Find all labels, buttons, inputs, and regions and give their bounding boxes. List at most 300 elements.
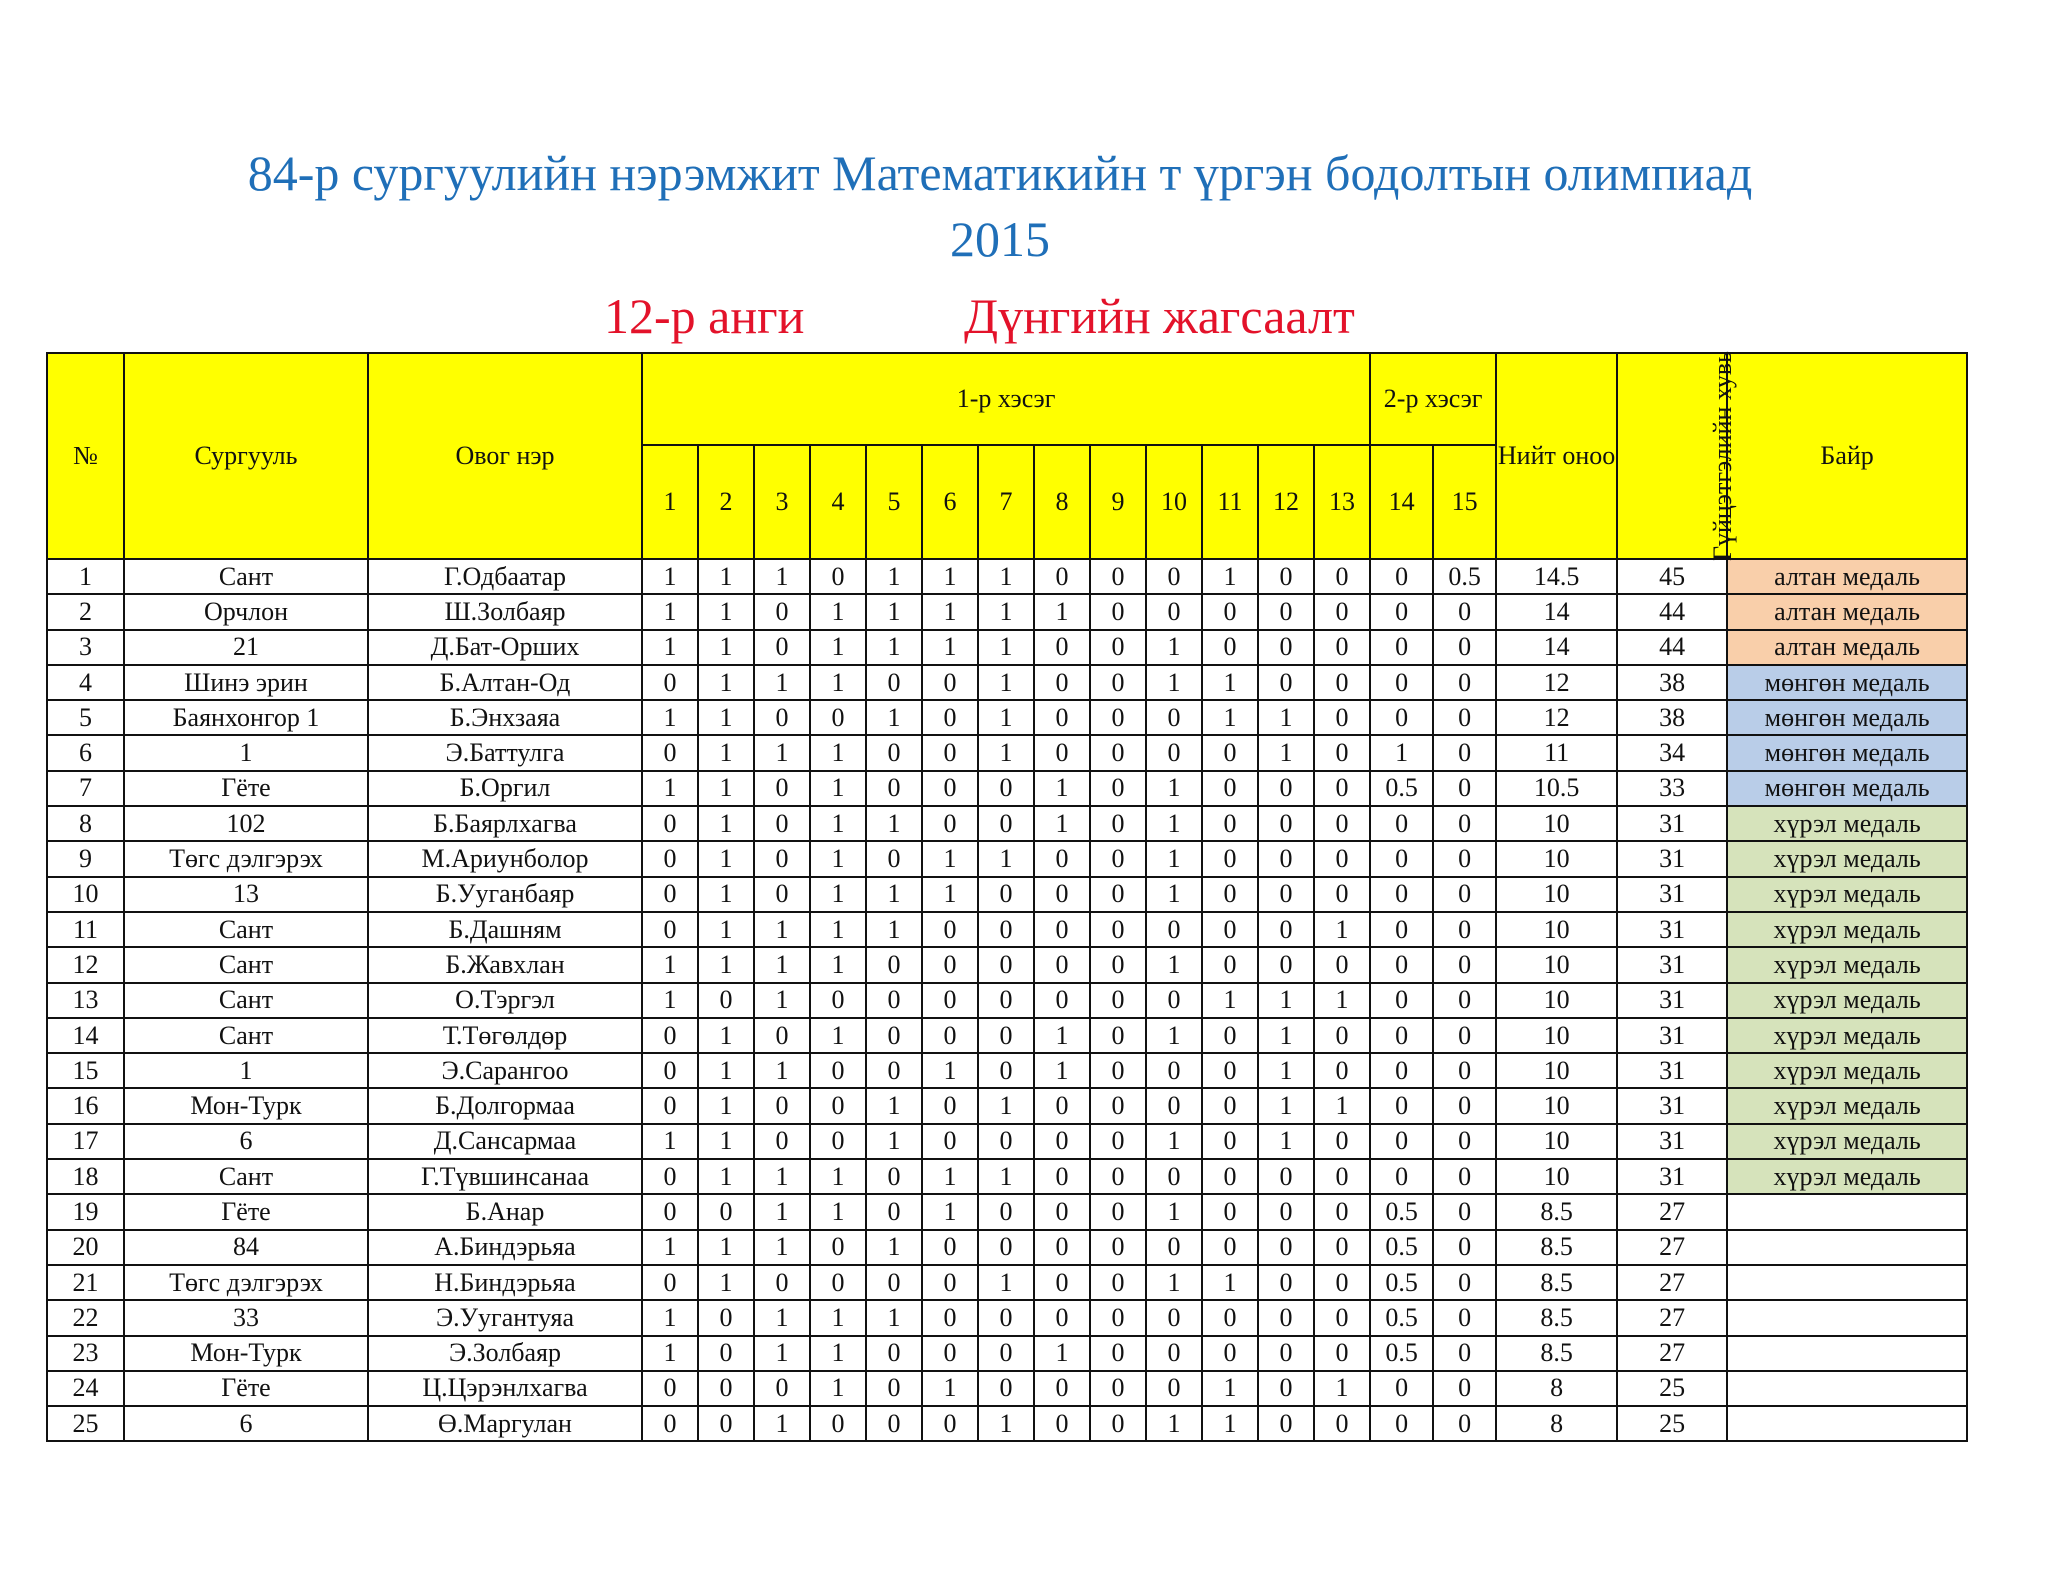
score-cell-problem-3: 0: [754, 630, 810, 665]
student-name-cell: Б.Долгормаа: [368, 1088, 642, 1123]
score-cell-problem-12: 0: [1258, 559, 1314, 594]
student-name-cell: Н.Биндэрьяа: [368, 1265, 642, 1300]
score-cell-problem-10: 1: [1146, 1265, 1202, 1300]
place-cell: хүрэл медаль: [1727, 1159, 1967, 1194]
score-cell-problem-5: 1: [866, 1088, 922, 1123]
score-cell-problem-12: 0: [1258, 947, 1314, 982]
score-cell-problem-12: 1: [1258, 983, 1314, 1018]
score-cell-problem-2: 1: [698, 1018, 754, 1053]
score-cell-problem-6: 0: [922, 735, 978, 770]
percent-cell: 25: [1617, 1371, 1727, 1406]
table-header: [47, 350, 1967, 562]
score-cell-problem-12: 0: [1258, 594, 1314, 629]
score-cell-problem-14: 0.5: [1370, 1336, 1433, 1371]
percent-cell: 27: [1617, 1300, 1727, 1335]
score-cell-problem-1: 0: [642, 912, 698, 947]
student-name-cell: Г.Түвшинсанаа: [368, 1159, 642, 1194]
score-cell-problem-4: 1: [810, 771, 866, 806]
score-cell-problem-15: 0: [1433, 1018, 1496, 1053]
place-cell: хүрэл медаль: [1727, 1018, 1967, 1053]
score-cell-problem-2: 1: [698, 1265, 754, 1300]
page-title-year: 2015: [950, 211, 1050, 267]
score-cell-problem-9: 0: [1090, 1018, 1146, 1053]
score-cell-problem-2: 1: [698, 630, 754, 665]
score-cell-problem-5: 0: [866, 1053, 922, 1088]
score-cell-problem-5: 1: [866, 1124, 922, 1159]
header-problem-12: 12: [1258, 445, 1314, 559]
score-cell-problem-9: 0: [1090, 1053, 1146, 1088]
total-score-cell: 8.5: [1496, 1265, 1617, 1300]
score-cell-problem-7: 1: [978, 630, 1034, 665]
score-cell-problem-11: 0: [1202, 630, 1258, 665]
score-cell-problem-13: 0: [1314, 1159, 1370, 1194]
score-cell-problem-7: 0: [978, 912, 1034, 947]
score-cell-problem-1: 1: [642, 630, 698, 665]
student-name-cell: А.Биндэрьяа: [368, 1230, 642, 1265]
score-cell-problem-2: 1: [698, 1230, 754, 1265]
score-cell-problem-3: 0: [754, 1088, 810, 1123]
score-cell-problem-9: 0: [1090, 947, 1146, 982]
score-cell-problem-4: 0: [810, 1124, 866, 1159]
score-cell-problem-15: 0: [1433, 1124, 1496, 1159]
score-cell-problem-9: 0: [1090, 771, 1146, 806]
score-cell-problem-8: 0: [1034, 912, 1090, 947]
table-row: [47, 1018, 1967, 1053]
score-cell-problem-13: 0: [1314, 1053, 1370, 1088]
row-number: 18: [47, 1159, 124, 1194]
score-cell-problem-15: 0: [1433, 912, 1496, 947]
school-cell: Мон-Турк: [124, 1088, 368, 1123]
place-cell: хүрэл медаль: [1727, 841, 1967, 876]
score-cell-problem-3: 1: [754, 983, 810, 1018]
score-cell-problem-7: 1: [978, 1159, 1034, 1194]
score-cell-problem-7: 1: [978, 559, 1034, 594]
place-cell: мөнгөн медаль: [1727, 700, 1967, 735]
score-cell-problem-6: 1: [922, 594, 978, 629]
table-row: [47, 1230, 1967, 1265]
percent-cell: 38: [1617, 665, 1727, 700]
student-name-cell: Д.Бат-Орших: [368, 630, 642, 665]
school-cell: Баянхонгор 1: [124, 700, 368, 735]
score-cell-problem-9: 0: [1090, 1336, 1146, 1371]
score-cell-problem-12: 0: [1258, 912, 1314, 947]
row-number: 1: [47, 559, 124, 594]
score-cell-problem-2: 1: [698, 1053, 754, 1088]
score-cell-problem-10: 0: [1146, 1053, 1202, 1088]
score-cell-problem-2: 1: [698, 947, 754, 982]
score-cell-problem-9: 0: [1090, 877, 1146, 912]
header-part2: 2-р хэсэг: [1370, 353, 1496, 445]
score-cell-problem-6: 0: [922, 665, 978, 700]
table-row: [47, 983, 1967, 1018]
score-cell-problem-3: 1: [754, 559, 810, 594]
score-cell-problem-5: 0: [866, 771, 922, 806]
header-problem-10: 10: [1146, 445, 1202, 559]
score-cell-problem-10: 0: [1146, 983, 1202, 1018]
score-cell-problem-8: 0: [1034, 983, 1090, 1018]
score-cell-problem-4: 0: [810, 1406, 866, 1441]
score-cell-problem-8: 1: [1034, 1018, 1090, 1053]
header-problem-7: 7: [978, 445, 1034, 559]
score-cell-problem-14: 0.5: [1370, 1230, 1433, 1265]
total-score-cell: 8.5: [1496, 1230, 1617, 1265]
score-cell-problem-1: 1: [642, 700, 698, 735]
header-problem-1: 1: [642, 445, 698, 559]
score-cell-problem-5: 1: [866, 630, 922, 665]
score-cell-problem-10: 0: [1146, 594, 1202, 629]
score-cell-problem-4: 1: [810, 841, 866, 876]
score-cell-problem-8: 0: [1034, 630, 1090, 665]
score-cell-problem-11: 0: [1202, 735, 1258, 770]
score-cell-problem-4: 1: [810, 665, 866, 700]
place-cell: хүрэл медаль: [1727, 877, 1967, 912]
score-cell-problem-1: 0: [642, 841, 698, 876]
score-cell-problem-14: 0: [1370, 1406, 1433, 1441]
score-cell-problem-1: 1: [642, 983, 698, 1018]
place-cell: [1727, 1371, 1967, 1406]
place-cell: [1727, 1230, 1967, 1265]
row-number: 8: [47, 806, 124, 841]
place-cell: мөнгөн медаль: [1727, 735, 1967, 770]
score-cell-problem-1: 0: [642, 806, 698, 841]
score-cell-problem-15: 0.5: [1433, 559, 1496, 594]
score-cell-problem-10: 1: [1146, 877, 1202, 912]
score-cell-problem-11: 1: [1202, 665, 1258, 700]
score-cell-problem-9: 0: [1090, 912, 1146, 947]
school-cell: 102: [124, 806, 368, 841]
total-score-cell: 10: [1496, 1018, 1617, 1053]
score-cell-problem-13: 0: [1314, 841, 1370, 876]
score-cell-problem-14: 0.5: [1370, 771, 1433, 806]
score-cell-problem-5: 0: [866, 947, 922, 982]
table-row: [47, 1300, 1967, 1335]
grade-label: 12-р анги: [604, 288, 805, 344]
score-cell-problem-5: 1: [866, 806, 922, 841]
score-cell-problem-12: 0: [1258, 1300, 1314, 1335]
score-cell-problem-1: 0: [642, 877, 698, 912]
header-problem-15: 15: [1433, 445, 1496, 559]
place-cell: хүрэл медаль: [1727, 947, 1967, 982]
score-cell-problem-9: 0: [1090, 1159, 1146, 1194]
percent-cell: 27: [1617, 1265, 1727, 1300]
place-cell: мөнгөн медаль: [1727, 665, 1967, 700]
score-cell-problem-7: 0: [978, 1018, 1034, 1053]
row-number: 17: [47, 1124, 124, 1159]
score-cell-problem-3: 1: [754, 1230, 810, 1265]
score-cell-problem-7: 1: [978, 735, 1034, 770]
score-cell-problem-1: 1: [642, 1336, 698, 1371]
score-cell-problem-14: 0: [1370, 1018, 1433, 1053]
score-cell-problem-5: 1: [866, 594, 922, 629]
score-cell-problem-8: 1: [1034, 1336, 1090, 1371]
score-cell-problem-11: 0: [1202, 1300, 1258, 1335]
school-cell: Орчлон: [124, 594, 368, 629]
score-cell-problem-14: 0: [1370, 665, 1433, 700]
score-cell-problem-10: 0: [1146, 1159, 1202, 1194]
score-cell-problem-7: 0: [978, 1371, 1034, 1406]
header-problem-6: 6: [922, 445, 978, 559]
score-cell-problem-8: 0: [1034, 1406, 1090, 1441]
score-cell-problem-10: 0: [1146, 559, 1202, 594]
score-cell-problem-6: 1: [922, 1194, 978, 1229]
score-cell-problem-2: 1: [698, 841, 754, 876]
score-cell-problem-13: 0: [1314, 877, 1370, 912]
score-cell-problem-5: 1: [866, 1230, 922, 1265]
score-cell-problem-8: 0: [1034, 665, 1090, 700]
score-cell-problem-2: 1: [698, 594, 754, 629]
score-cell-problem-10: 1: [1146, 1124, 1202, 1159]
place-cell: [1727, 1300, 1967, 1335]
score-cell-problem-11: 0: [1202, 1194, 1258, 1229]
score-cell-problem-11: 0: [1202, 841, 1258, 876]
score-cell-problem-3: 1: [754, 1336, 810, 1371]
percent-cell: 31: [1617, 806, 1727, 841]
score-cell-problem-11: 0: [1202, 1124, 1258, 1159]
score-cell-problem-13: 0: [1314, 700, 1370, 735]
percent-cell: 31: [1617, 947, 1727, 982]
place-cell: алтан медаль: [1727, 594, 1967, 629]
score-cell-problem-5: 0: [866, 841, 922, 876]
score-cell-problem-1: 0: [642, 1371, 698, 1406]
score-cell-problem-4: 1: [810, 912, 866, 947]
score-cell-problem-15: 0: [1433, 877, 1496, 912]
school-cell: 33: [124, 1300, 368, 1335]
score-cell-problem-10: 1: [1146, 947, 1202, 982]
school-cell: Гёте: [124, 1194, 368, 1229]
header-problem-9: 9: [1090, 445, 1146, 559]
score-cell-problem-2: 0: [698, 1406, 754, 1441]
school-cell: 6: [124, 1406, 368, 1441]
score-cell-problem-6: 0: [922, 912, 978, 947]
score-cell-problem-15: 0: [1433, 983, 1496, 1018]
score-cell-problem-5: 0: [866, 735, 922, 770]
table-row: [47, 1124, 1967, 1159]
score-cell-problem-11: 0: [1202, 594, 1258, 629]
student-name-cell: М.Ариунболор: [368, 841, 642, 876]
score-cell-problem-3: 0: [754, 594, 810, 629]
header-school: Сургууль: [124, 353, 368, 559]
row-number: 21: [47, 1265, 124, 1300]
score-cell-problem-13: 0: [1314, 1124, 1370, 1159]
score-cell-problem-10: 1: [1146, 1406, 1202, 1441]
score-cell-problem-10: 0: [1146, 1230, 1202, 1265]
score-cell-problem-7: 0: [978, 1300, 1034, 1335]
score-cell-problem-1: 0: [642, 665, 698, 700]
table-row: [47, 877, 1967, 912]
school-cell: Шинэ эрин: [124, 665, 368, 700]
score-cell-problem-8: 0: [1034, 1124, 1090, 1159]
score-cell-problem-11: 0: [1202, 1018, 1258, 1053]
score-cell-problem-10: 0: [1146, 735, 1202, 770]
score-cell-problem-1: 1: [642, 594, 698, 629]
score-cell-problem-2: 0: [698, 983, 754, 1018]
header-problem-8: 8: [1034, 445, 1090, 559]
score-cell-problem-8: 0: [1034, 735, 1090, 770]
percent-cell: 31: [1617, 1018, 1727, 1053]
percent-cell: 31: [1617, 912, 1727, 947]
score-cell-problem-3: 0: [754, 700, 810, 735]
score-cell-problem-11: 1: [1202, 1265, 1258, 1300]
percent-cell: 31: [1617, 1159, 1727, 1194]
score-cell-problem-11: 0: [1202, 806, 1258, 841]
score-cell-problem-4: 0: [810, 1265, 866, 1300]
header-problem-3: 3: [754, 445, 810, 559]
header-total: Нийт оноо: [1496, 353, 1617, 559]
header-place: Байр: [1727, 353, 1967, 559]
school-cell: Сант: [124, 983, 368, 1018]
score-cell-problem-3: 1: [754, 665, 810, 700]
total-score-cell: 12: [1496, 665, 1617, 700]
score-cell-problem-14: 0: [1370, 1053, 1433, 1088]
score-cell-problem-5: 0: [866, 1406, 922, 1441]
score-cell-problem-8: 1: [1034, 594, 1090, 629]
score-cell-problem-8: 1: [1034, 771, 1090, 806]
score-cell-problem-4: 1: [810, 630, 866, 665]
row-number: 3: [47, 630, 124, 665]
score-cell-problem-15: 0: [1433, 1265, 1496, 1300]
score-cell-problem-10: 0: [1146, 912, 1202, 947]
score-cell-problem-10: 0: [1146, 700, 1202, 735]
score-cell-problem-15: 0: [1433, 1088, 1496, 1123]
score-cell-problem-3: 1: [754, 947, 810, 982]
score-cell-problem-8: 0: [1034, 1230, 1090, 1265]
student-name-cell: Б.Оргил: [368, 771, 642, 806]
score-cell-problem-5: 1: [866, 559, 922, 594]
total-score-cell: 10: [1496, 983, 1617, 1018]
score-cell-problem-14: 0: [1370, 841, 1433, 876]
score-cell-problem-9: 0: [1090, 983, 1146, 1018]
score-cell-problem-6: 0: [922, 947, 978, 982]
score-cell-problem-8: 0: [1034, 947, 1090, 982]
score-cell-problem-2: 1: [698, 735, 754, 770]
score-cell-problem-2: 1: [698, 806, 754, 841]
score-cell-problem-12: 0: [1258, 1406, 1314, 1441]
school-cell: Мон-Турк: [124, 1336, 368, 1371]
score-cell-problem-12: 1: [1258, 1053, 1314, 1088]
score-cell-problem-12: 0: [1258, 1265, 1314, 1300]
score-cell-problem-12: 0: [1258, 771, 1314, 806]
score-cell-problem-12: 0: [1258, 841, 1314, 876]
score-cell-problem-1: 0: [642, 735, 698, 770]
table-row: [47, 1371, 1967, 1406]
score-cell-problem-8: 1: [1034, 806, 1090, 841]
score-cell-problem-11: 1: [1202, 559, 1258, 594]
score-cell-problem-7: 1: [978, 594, 1034, 629]
row-number: 9: [47, 841, 124, 876]
score-cell-problem-7: 1: [978, 1088, 1034, 1123]
score-cell-problem-15: 0: [1433, 1300, 1496, 1335]
score-cell-problem-6: 1: [922, 1053, 978, 1088]
score-cell-problem-3: 1: [754, 1159, 810, 1194]
score-cell-problem-11: 0: [1202, 1230, 1258, 1265]
student-name-cell: Э.Баттулга: [368, 735, 642, 770]
percent-cell: 44: [1617, 630, 1727, 665]
score-cell-problem-4: 0: [810, 983, 866, 1018]
score-cell-problem-8: 0: [1034, 1194, 1090, 1229]
place-cell: хүрэл медаль: [1727, 912, 1967, 947]
score-cell-problem-10: 1: [1146, 1018, 1202, 1053]
score-cell-problem-11: 0: [1202, 1088, 1258, 1123]
score-cell-problem-6: 1: [922, 559, 978, 594]
table-row: [47, 1088, 1967, 1123]
total-score-cell: 8.5: [1496, 1194, 1617, 1229]
percent-cell: 31: [1617, 841, 1727, 876]
score-cell-problem-3: 0: [754, 841, 810, 876]
total-score-cell: 10: [1496, 1053, 1617, 1088]
score-cell-problem-13: 0: [1314, 665, 1370, 700]
place-cell: [1727, 1336, 1967, 1371]
school-cell: 6: [124, 1124, 368, 1159]
score-cell-problem-11: 0: [1202, 1053, 1258, 1088]
score-cell-problem-9: 0: [1090, 700, 1146, 735]
score-cell-problem-14: 0.5: [1370, 1265, 1433, 1300]
score-cell-problem-5: 1: [866, 700, 922, 735]
score-cell-problem-11: 0: [1202, 771, 1258, 806]
student-name-cell: Б.Энхзаяа: [368, 700, 642, 735]
score-cell-problem-3: 1: [754, 1194, 810, 1229]
header-name: Овог нэр: [368, 353, 642, 559]
score-cell-problem-5: 1: [866, 912, 922, 947]
score-cell-problem-6: 0: [922, 1088, 978, 1123]
row-number: 12: [47, 947, 124, 982]
score-cell-problem-10: 0: [1146, 1300, 1202, 1335]
student-name-cell: Б.Баярлхагва: [368, 806, 642, 841]
score-cell-problem-6: 0: [922, 1124, 978, 1159]
header-problem-4: 4: [810, 445, 866, 559]
score-cell-problem-12: 1: [1258, 1018, 1314, 1053]
header-problem-14: 14: [1370, 445, 1433, 559]
score-cell-problem-6: 0: [922, 700, 978, 735]
score-cell-problem-1: 0: [642, 1406, 698, 1441]
total-score-cell: 8.5: [1496, 1336, 1617, 1371]
score-cell-problem-7: 0: [978, 1336, 1034, 1371]
score-cell-problem-6: 1: [922, 1371, 978, 1406]
score-cell-problem-13: 1: [1314, 1371, 1370, 1406]
score-cell-problem-14: 0: [1370, 1159, 1433, 1194]
row-number: 19: [47, 1194, 124, 1229]
student-name-cell: Б.Алтан-Од: [368, 665, 642, 700]
header-problem-2: 2: [698, 445, 754, 559]
score-cell-problem-8: 0: [1034, 559, 1090, 594]
score-cell-problem-7: 1: [978, 841, 1034, 876]
score-cell-problem-1: 1: [642, 947, 698, 982]
school-cell: Гёте: [124, 771, 368, 806]
total-score-cell: 14: [1496, 630, 1617, 665]
score-cell-problem-15: 0: [1433, 1230, 1496, 1265]
table-row: [47, 1194, 1967, 1229]
percent-cell: 27: [1617, 1336, 1727, 1371]
score-cell-problem-11: 0: [1202, 1159, 1258, 1194]
total-score-cell: 14.5: [1496, 559, 1617, 594]
header-percent-label: Гүйцэтгэлийн хувь: [1708, 350, 1738, 562]
score-cell-problem-9: 0: [1090, 665, 1146, 700]
score-cell-problem-13: 1: [1314, 912, 1370, 947]
total-score-cell: 10: [1496, 1159, 1617, 1194]
score-cell-problem-7: 1: [978, 665, 1034, 700]
score-cell-problem-4: 0: [810, 559, 866, 594]
score-cell-problem-12: 0: [1258, 630, 1314, 665]
score-cell-problem-15: 0: [1433, 1159, 1496, 1194]
score-cell-problem-6: 0: [922, 1336, 978, 1371]
row-number: 16: [47, 1088, 124, 1123]
score-cell-problem-1: 1: [642, 1230, 698, 1265]
score-cell-problem-10: 1: [1146, 665, 1202, 700]
score-cell-problem-5: 1: [866, 1300, 922, 1335]
results-subtitle: Дүнгийн жагсаалт: [964, 288, 1355, 344]
score-cell-problem-1: 0: [642, 1194, 698, 1229]
score-cell-problem-9: 0: [1090, 1124, 1146, 1159]
score-cell-problem-6: 0: [922, 1265, 978, 1300]
